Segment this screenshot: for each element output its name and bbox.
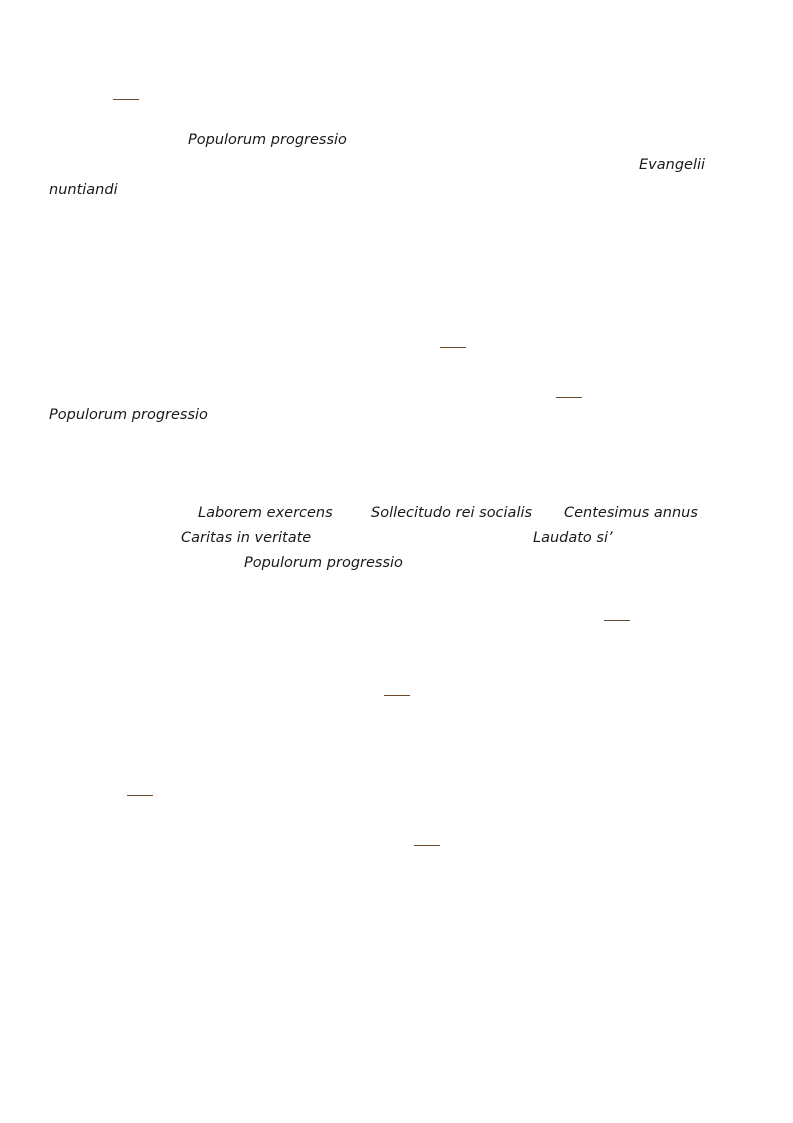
footnote-link-7[interactable]	[414, 845, 440, 846]
footnote-link-4[interactable]	[604, 620, 630, 621]
italic-title-laudato-si: Laudato si’	[533, 530, 613, 546]
footnote-link-2[interactable]	[440, 347, 466, 348]
italic-title-sollecitudo-rei-socialis: Sollecitudo rei socialis	[371, 505, 533, 521]
italic-title-centesimus-annus: Centesimus annus	[564, 505, 698, 521]
italic-title-caritas-in-veritate: Caritas in veritate	[181, 530, 312, 546]
footnote-link-1[interactable]	[113, 99, 139, 100]
italic-title-evangelii: Evangelii	[639, 157, 706, 173]
footnote-link-5[interactable]	[384, 695, 410, 696]
italic-title-populorum-progressio: Populorum progressio	[49, 407, 208, 423]
italic-title-populorum-progressio: Populorum progressio	[244, 555, 403, 571]
footnote-link-6[interactable]	[127, 795, 153, 796]
footnote-link-3[interactable]	[556, 397, 582, 398]
italic-title-laborem-exercens: Laborem exercens	[198, 505, 333, 521]
italic-title-nuntiandi: nuntiandi	[49, 182, 118, 198]
italic-title-populorum-progressio: Populorum progressio	[188, 132, 347, 148]
